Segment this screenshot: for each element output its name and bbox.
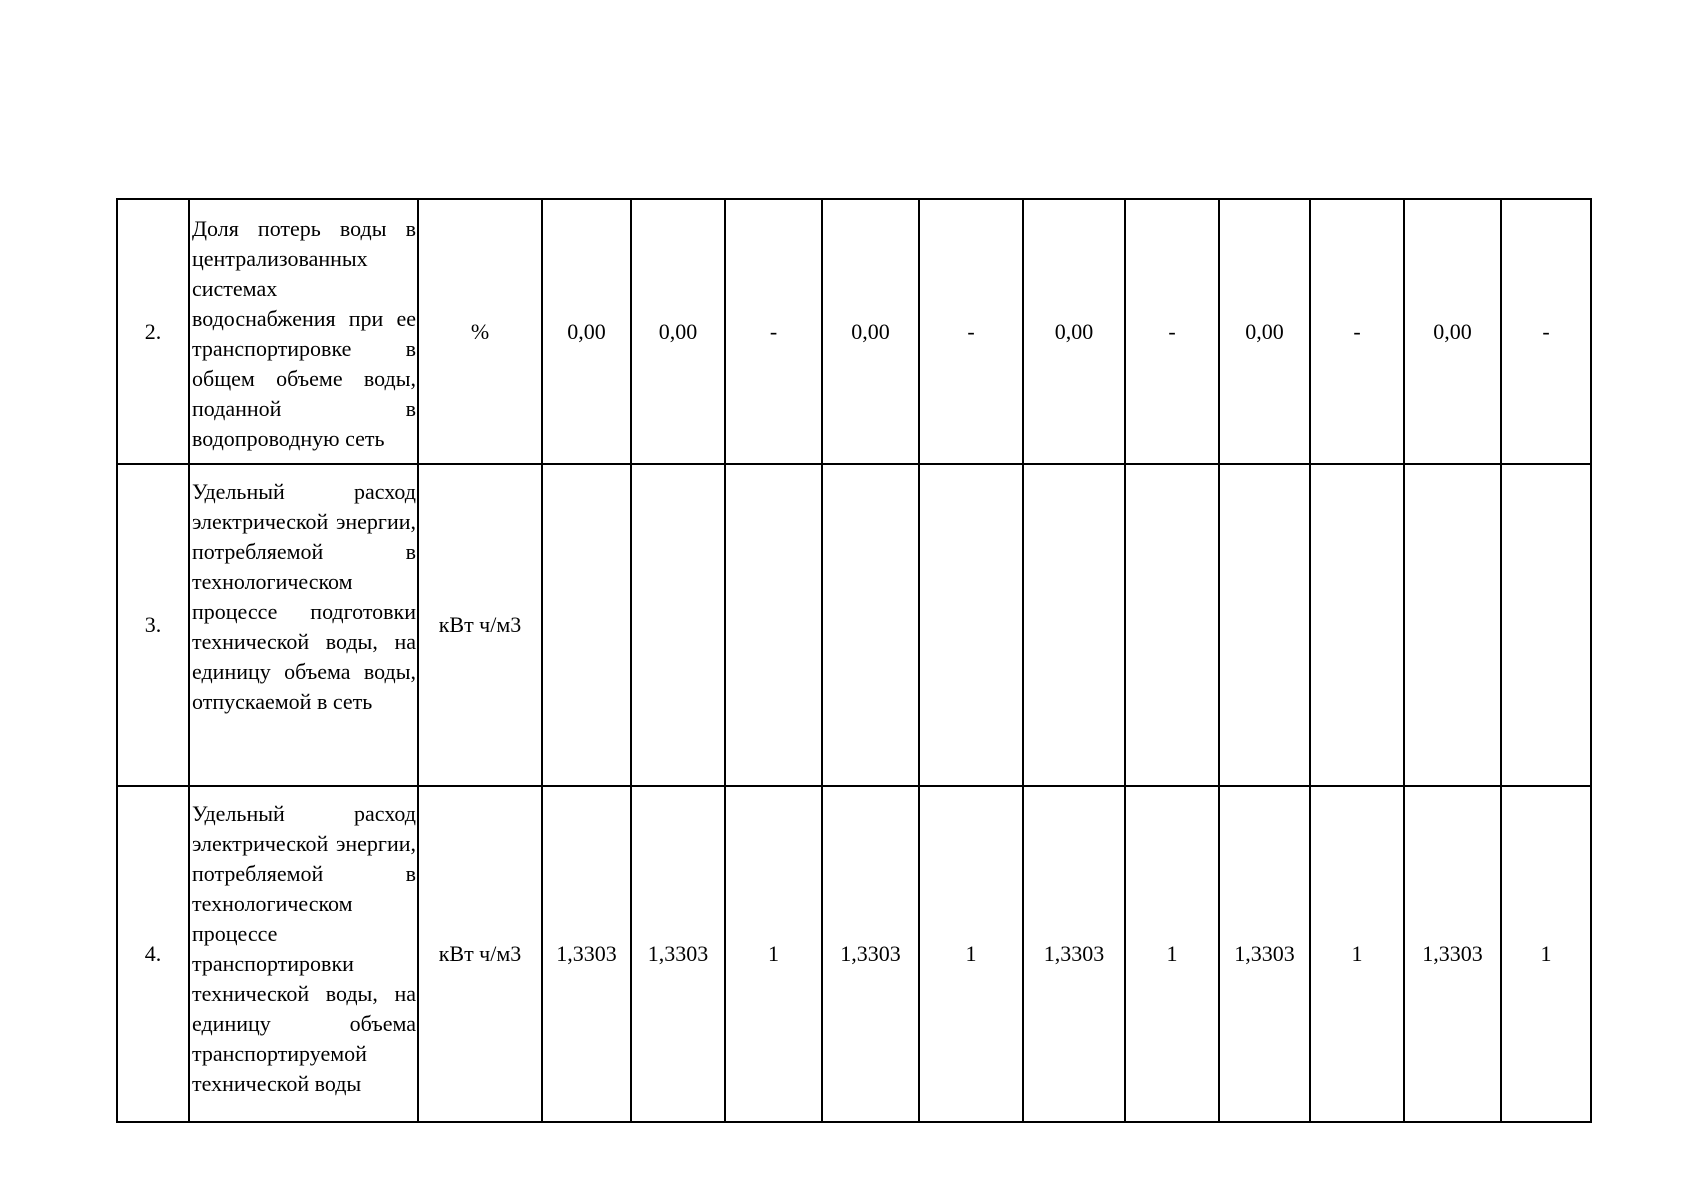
value-cell xyxy=(725,464,822,786)
value-cell: - xyxy=(919,199,1023,464)
value-cell: 0,00 xyxy=(822,199,919,464)
value-cell: 0,00 xyxy=(631,199,725,464)
row-number: 2. xyxy=(117,199,189,464)
value-cell: 1,3303 xyxy=(631,786,725,1122)
value-cell: 1 xyxy=(1501,786,1591,1122)
value-cell: 0,00 xyxy=(1404,199,1501,464)
value-cell: 0,00 xyxy=(1023,199,1125,464)
value-cell: - xyxy=(1125,199,1219,464)
value-cell xyxy=(1023,464,1125,786)
unit-cell: кВт ч/м3 xyxy=(418,464,542,786)
value-cell: 1,3303 xyxy=(1404,786,1501,1122)
value-cell: 1 xyxy=(725,786,822,1122)
value-cell: 0,00 xyxy=(542,199,631,464)
value-cell xyxy=(542,464,631,786)
unit-cell: кВт ч/м3 xyxy=(418,786,542,1122)
value-cell xyxy=(1501,464,1591,786)
row-number: 3. xyxy=(117,464,189,786)
indicator-name: Удельный расход электрической энергии, потребляемой в технологическом процессе транспортировки технической воды, на единицу объема транспортируемой технической воды xyxy=(189,786,418,1122)
value-cell: - xyxy=(1310,199,1404,464)
row-number: 4. xyxy=(117,786,189,1122)
value-cell: 1,3303 xyxy=(542,786,631,1122)
value-cell: 0,00 xyxy=(1219,199,1310,464)
value-cell xyxy=(631,464,725,786)
value-cell xyxy=(822,464,919,786)
value-cell: 1 xyxy=(1310,786,1404,1122)
value-cell: 1,3303 xyxy=(822,786,919,1122)
value-cell: 1 xyxy=(1125,786,1219,1122)
value-cell: - xyxy=(725,199,822,464)
value-cell xyxy=(1310,464,1404,786)
value-cell xyxy=(1219,464,1310,786)
indicator-name: Доля потерь воды в централизованных системах водоснабжения при ее транспортировке в общем объеме воды, поданной в водопроводную сеть xyxy=(189,199,418,464)
value-cell: - xyxy=(1501,199,1591,464)
value-cell: 1,3303 xyxy=(1023,786,1125,1122)
value-cell xyxy=(919,464,1023,786)
value-cell: 1 xyxy=(919,786,1023,1122)
unit-cell: % xyxy=(418,199,542,464)
table-row xyxy=(117,464,1591,786)
value-cell xyxy=(1404,464,1501,786)
table-row xyxy=(117,199,1591,464)
value-cell xyxy=(1125,464,1219,786)
indicator-name: Удельный расход электрической энергии, потребляемой в технологическом процессе подготовки технической воды, на единицу объема воды, отпускаемой в сеть xyxy=(189,464,418,786)
table-row xyxy=(117,786,1591,1122)
value-cell: 1,3303 xyxy=(1219,786,1310,1122)
indicators-table xyxy=(116,198,1592,1123)
